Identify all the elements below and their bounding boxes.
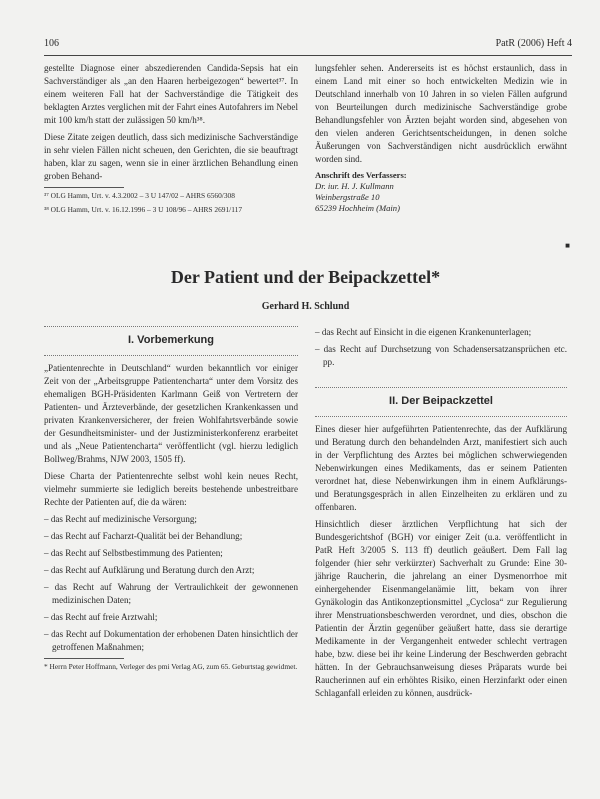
list-item: – das Recht auf Einsicht in die eigenen Krankenunterlagen; bbox=[315, 327, 532, 337]
section-heading-box bbox=[44, 326, 298, 356]
page-number: 106 bbox=[44, 38, 59, 49]
list-item: – das Recht auf medizinische Versorgung; bbox=[44, 514, 197, 524]
footnote: ³⁸ OLG Hamm, Urt. v. 16.12.1996 – 3 U 108/96 – AHRS 2691/117 bbox=[44, 205, 243, 214]
footnote: * Herrn Peter Hoffmann, Verleger des pmi Verlag AG, zum 65. Geburtstag gewidmet. bbox=[44, 662, 298, 671]
paragraph: „Patientenrechte in Deutschland“ wurden bekanntlich vor einiger Zeit von der „Arbeitsgruppe Patientencharta“ unter dem Vorsitz des ehemaligen BGH-Präsidenten Karlmann Geiß von Vertretern der Patienten- und Ärzteverbände, der gesetzlichen Krankenkassen und privaten Krankenversicherer, der freien Wohlfahrtsverbände sowie der Gesundheitsminister- und der Justizministerkonferenz erarbeitet und als „Neue Patientencharta“ veröffentlicht (vgl. hierzu lediglich Bollweg/Brahms, NJW 2003, 1505 ff). bbox=[44, 363, 298, 464]
address-label: Anschrift des Verfassers: bbox=[315, 170, 407, 180]
paragraph: gestellte Diagnose einer abszedierenden Candida-Sepsis hat ein Sachverständiger als „an den Haaren herbeigezogen“ bewertet³⁷. In einem weiteren Fall hat der Sachverständige die Tätigkeit des beklagten Arztes verglichen mit der Fahrt eines Autofahrers im Nebel mit 100 km/h statt der zulässigen 50 km/h³⁸. bbox=[44, 63, 298, 125]
end-mark: ■ bbox=[565, 241, 570, 250]
list-item: – das Recht auf Aufklärung und Beratung durch den Arzt; bbox=[44, 565, 255, 575]
list-item: – das Recht auf Selbstbestimmung des Patienten; bbox=[44, 548, 223, 558]
list-item: – das Recht auf Facharzt-Qualität bei der Behandlung; bbox=[44, 531, 243, 541]
address-city: 65239 Hochheim (Main) bbox=[315, 203, 400, 213]
section-heading: I. Vorbemerkung bbox=[128, 334, 214, 346]
list-item: – das Recht auf Dokumentation der erhobenen Daten hinsichtlich der getroffenen Maßnahmen; bbox=[44, 629, 298, 652]
paragraph: Diese Charta der Patientenrechte selbst wohl kein neues Recht, vielmehr summierte sie lediglich bereits bestehende unbestreitbare Rechte der Patienten auf, die da wären: bbox=[44, 471, 298, 507]
footnote: ³⁷ OLG Hamm, Urt. v. 4.3.2002 – 3 U 147/02 – AHRS 6560/308 bbox=[44, 191, 235, 200]
list-item: – das Recht auf Durchsetzung von Schadensersatzansprüchen etc. pp. bbox=[315, 344, 567, 367]
article-title: Der Patient und der Beipackzettel* bbox=[170, 267, 441, 287]
address-name: Dr. iur. H. J. Kullmann bbox=[315, 181, 394, 191]
section-heading: II. Der Beipackzettel bbox=[389, 395, 493, 407]
journal-issue: PatR (2006) Heft 4 bbox=[495, 38, 572, 49]
top-left-column bbox=[44, 62, 298, 219]
paragraph: Hinsichtlich dieser ärztlichen Verpflichtung hat sich der Bundesgerichtshof (BGH) vor einiger Zeit (u.a. veröffentlicht in PatR Heft 3/2005 S. 113 ff) deutlich geäußert. Dem Fall lag folgender (hier sehr verkürzter) Sachverhalt zu Grunde: Eine 30-jährige Raucherin, die jahrelang an einer Dysmenorrhoe mit einhergehender Eisenmangelanämie litt, bekam von ihrer Gynäkologin das Antikonzeptionsmittel „Cyclosa“ zur Regulierung ihrer Menstruationsbeschwerden verordnet, und dies, obschon die Patientin der Ärztin gegenüber geäußert hatte, dass sie derartige Medikamente in der Vergangenheit entweder schlecht vertragen habe, bzw. diese bei ihr keine Linderung der Beschwerden gebracht hätten. In der Gebrauchsanweisung dieses Präparats wurde bei Raucherinnen auf ein erhöhtes Risiko, einen Herzinfarkt oder einen Schlaganfall erleiden zu können, ausdrück- bbox=[315, 519, 567, 698]
footnote-rule bbox=[44, 187, 124, 188]
paragraph: Diese Zitate zeigen deutlich, dass sich medizinische Sachverständige in sehr vielen Fällen nicht scheuen, den Gerichten, die sie beauftragt haben, klar zu sagen, wenn sie in einer ärztlichen Behandlung einen groben Behand- bbox=[44, 132, 298, 181]
lower-left-column bbox=[44, 326, 298, 676]
header-rule bbox=[44, 55, 572, 56]
paragraph: Eines dieser hier aufgeführten Patientenrechte, das der Aufklärung und Beratung durch den behandelnden Arzt, manifestiert sich auch in der Verpflichtung des Arztes bei möglichen schwerwiegenden Nebenwirkungen eines Medikaments, das er seinem Patienten verordnet hat, diese Nebenwirkungen ihm in einem Aufklärungs- und Beratungsgespräch in allen Einzelheiten zu erklären und zu offenbaren. bbox=[315, 424, 567, 512]
section-heading-box bbox=[315, 387, 567, 417]
paragraph: lungsfehler sehen. Andererseits ist es höchst erstaunlich, dass in einem Land mit einer so hoch entwickelten Medizin wie in Deutschland innerhalb von 10 Jahren in so vielen Fällen aufgrund von Beurteilungen durch medizinische Sachverständige grobe Behandlungsfehler von Ärzten bejaht worden sind, abgesehen von den vielen anderen Gerichtsentscheidungen, in denen solche Äußerungen von Sachverständigen nicht ausdrücklich erwähnt worden sind. bbox=[315, 63, 567, 164]
footnote-rule bbox=[44, 658, 124, 659]
author-address bbox=[315, 170, 567, 214]
article-author: Gerhard H. Schlund bbox=[261, 301, 350, 312]
list-item: – das Recht auf freie Arztwahl; bbox=[44, 612, 158, 622]
lower-right-column bbox=[315, 326, 567, 704]
list-item: – das Recht auf Wahrung der Vertraulichkeit der gewonnenen medizinischen Daten; bbox=[44, 582, 298, 605]
top-right-column bbox=[315, 62, 567, 214]
address-street: Weinbergstraße 10 bbox=[315, 192, 380, 202]
page-header bbox=[44, 38, 572, 52]
